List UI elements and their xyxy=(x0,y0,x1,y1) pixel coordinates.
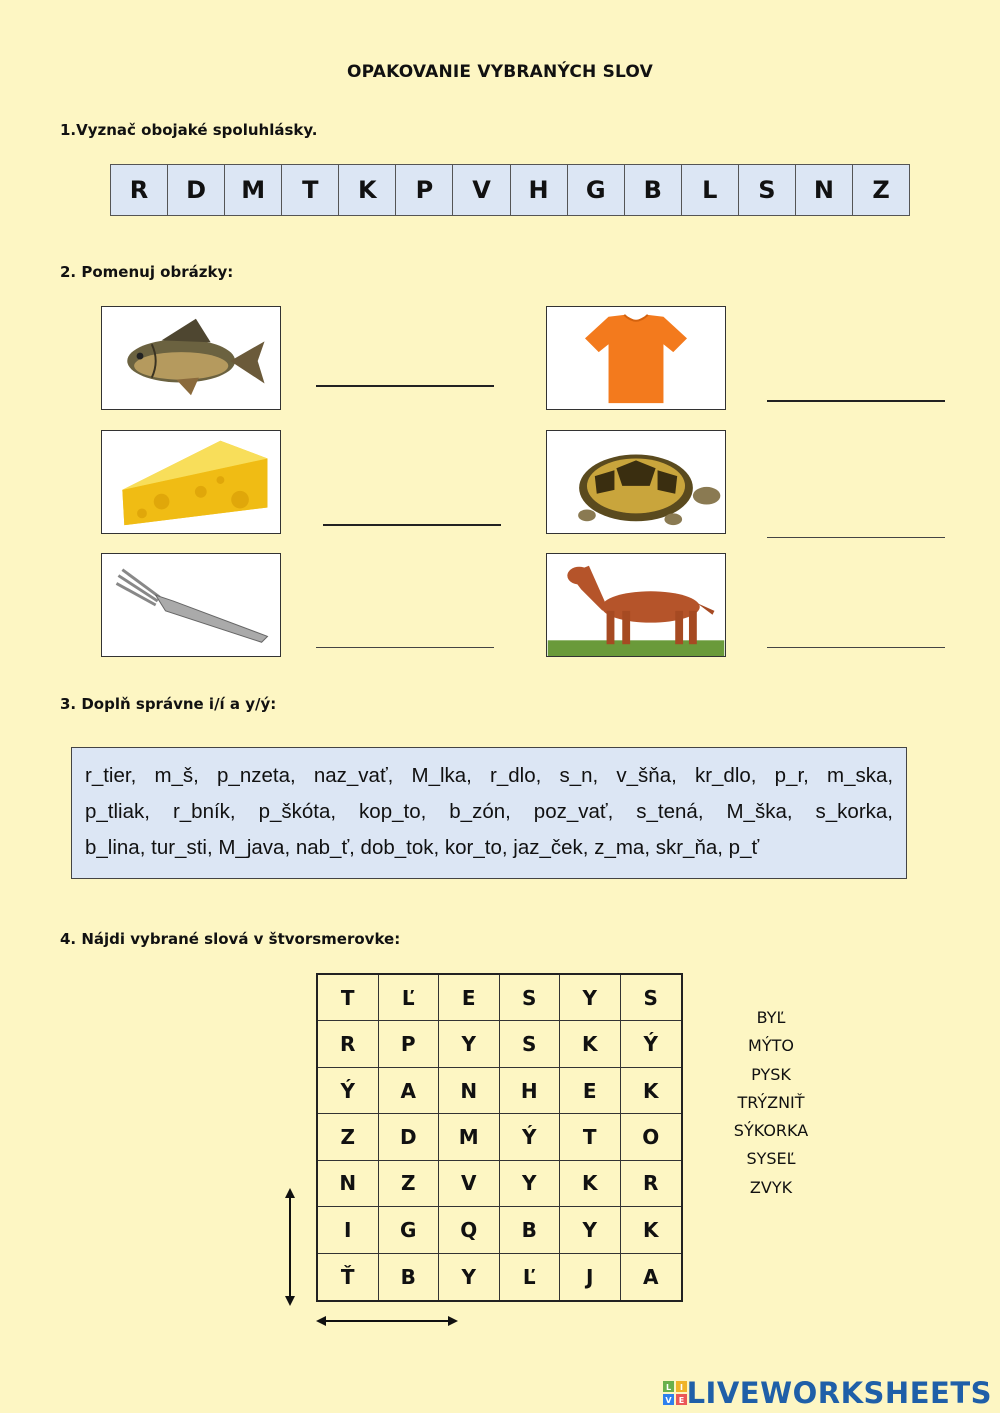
fill-word[interactable]: b_zón, xyxy=(449,800,511,823)
consonant-row xyxy=(110,164,910,216)
brand-name: LIVEWORKSHEETS xyxy=(686,1376,992,1410)
fill-word[interactable]: skr_ňa, xyxy=(655,836,723,859)
grid-cell[interactable]: P xyxy=(379,1021,440,1067)
letter-cell[interactable]: G xyxy=(568,165,625,215)
grid-cell[interactable]: S xyxy=(500,975,561,1021)
word-list-item: PYSK xyxy=(751,1064,791,1084)
word-list-item: BYĽ xyxy=(756,1008,786,1027)
word-list-item: ZVYK xyxy=(749,1177,793,1197)
fill-word[interactable]: kr_dlo, xyxy=(694,764,757,787)
fill-word[interactable]: M_lka, xyxy=(411,764,472,787)
cheese-answer-input[interactable] xyxy=(323,500,501,526)
fill-word[interactable]: dob_tok, xyxy=(360,836,440,859)
grid-cell[interactable]: T xyxy=(318,975,379,1021)
vertical-double-arrow-icon xyxy=(282,1188,298,1306)
grid-cell[interactable]: R xyxy=(318,1021,379,1067)
fill-word[interactable]: m_š, xyxy=(154,764,199,787)
fish-image xyxy=(101,306,281,410)
fill-word[interactable]: naz_vať, xyxy=(313,764,394,787)
grid-cell[interactable]: Y xyxy=(560,975,621,1021)
word-list-item: TRÝZNIŤ xyxy=(737,1092,805,1112)
grid-cell[interactable]: O xyxy=(621,1114,682,1160)
letter-cell[interactable]: H xyxy=(511,165,568,215)
fork-answer-input[interactable] xyxy=(316,623,494,648)
task1-heading: 1.Vyznač obojaké spoluhlásky. xyxy=(60,121,318,139)
fill-word[interactable]: p_ť xyxy=(728,836,760,859)
fill-word[interactable]: poz_vať, xyxy=(533,800,614,823)
cheese-image xyxy=(101,430,281,534)
liveworksheets-logo-icon xyxy=(663,1381,687,1405)
turtle-answer-input[interactable] xyxy=(767,513,945,538)
grid-cell[interactable]: Ľ xyxy=(379,975,440,1021)
word-list-item: SYSEĽ xyxy=(746,1149,796,1169)
word-search-grid xyxy=(316,973,683,1302)
grid-cell[interactable]: K xyxy=(560,1161,621,1207)
letter-cell[interactable]: M xyxy=(225,165,282,215)
grid-cell[interactable]: N xyxy=(318,1161,379,1207)
fill-line xyxy=(85,794,893,830)
dog-image xyxy=(546,553,726,657)
fill-word[interactable]: r_bník, xyxy=(172,800,236,823)
grid-cell[interactable]: S xyxy=(500,1021,561,1067)
grid-cell[interactable]: A xyxy=(379,1068,440,1114)
logo-letter: V xyxy=(664,1396,672,1405)
fill-line xyxy=(85,758,893,794)
dog-answer-input[interactable] xyxy=(767,623,945,648)
grid-cell[interactable]: K xyxy=(621,1207,682,1253)
fill-word[interactable]: z_ma, xyxy=(594,836,651,859)
fill-word[interactable]: v_šňa, xyxy=(616,764,677,787)
fill-word[interactable]: p_r, xyxy=(774,764,809,787)
fill-in-box xyxy=(71,747,907,879)
letter-cell[interactable]: Z xyxy=(872,176,890,204)
fill-word[interactable]: kop_to, xyxy=(359,800,427,823)
grid-cell[interactable]: Z xyxy=(379,1161,440,1207)
word-list-item: MÝTO xyxy=(748,1036,794,1056)
grid-cell[interactable]: Y xyxy=(500,1161,561,1207)
fill-word[interactable]: s_tená, xyxy=(636,800,704,823)
logo-letter: E xyxy=(678,1396,684,1405)
task3-heading: 3. Doplň správne i/í a y/ý: xyxy=(60,695,277,713)
grid-cell[interactable]: M xyxy=(439,1114,500,1160)
fill-word[interactable]: p_škóta, xyxy=(258,800,337,823)
grid-cell[interactable]: Q xyxy=(439,1207,500,1253)
letter-cell[interactable]: S xyxy=(739,165,796,215)
grid-cell[interactable]: E xyxy=(560,1068,621,1114)
word-list xyxy=(712,1004,830,1202)
grid-cell[interactable]: V xyxy=(439,1161,500,1207)
grid-cell[interactable]: Ť xyxy=(318,1254,379,1300)
grid-cell[interactable]: B xyxy=(500,1207,561,1253)
letter-cell[interactable]: T xyxy=(282,165,339,215)
fill-word[interactable]: s_n, xyxy=(559,764,599,787)
grid-cell[interactable]: Y xyxy=(439,1021,500,1067)
page-title: OPAKOVANIE VYBRANÝCH SLOV xyxy=(346,62,653,82)
fill-word[interactable]: jaz_ček, xyxy=(513,836,589,859)
fill-word[interactable]: nab_ť, xyxy=(295,836,355,859)
fill-word[interactable]: s_korka, xyxy=(815,800,894,823)
tshirt-answer-input[interactable] xyxy=(767,376,945,402)
fill-word[interactable]: M_ška, xyxy=(726,800,793,823)
letter-cell[interactable]: B xyxy=(625,165,682,215)
grid-cell[interactable]: Z xyxy=(318,1114,379,1160)
horizontal-double-arrow-icon xyxy=(316,1313,458,1329)
fill-line xyxy=(85,830,893,866)
grid-cell[interactable]: J xyxy=(560,1254,621,1300)
fill-word[interactable]: b_lina, xyxy=(85,836,146,859)
liveworksheets-logo xyxy=(663,1376,992,1410)
grid-cell[interactable]: Ý xyxy=(318,1068,379,1114)
grid-cell[interactable]: R xyxy=(621,1161,682,1207)
grid-cell[interactable]: K xyxy=(560,1021,621,1067)
turtle-image xyxy=(546,430,726,534)
letter-cell[interactable]: R xyxy=(111,165,168,215)
letter-cell[interactable]: D xyxy=(168,165,225,215)
grid-cell[interactable]: N xyxy=(439,1068,500,1114)
letter-cell[interactable]: L xyxy=(682,165,739,215)
word-list-item: SÝKORKA xyxy=(733,1121,809,1141)
grid-cell[interactable]: Y xyxy=(439,1254,500,1300)
grid-cell[interactable]: Ý xyxy=(500,1114,561,1160)
fill-word[interactable]: r_tier, xyxy=(85,764,137,787)
fill-word[interactable]: p_nzeta, xyxy=(217,764,296,787)
grid-cell[interactable]: H xyxy=(500,1068,561,1114)
fill-word[interactable]: kor_to, xyxy=(444,836,508,859)
grid-cell[interactable]: G xyxy=(379,1207,440,1253)
grid-cell[interactable]: D xyxy=(379,1114,440,1160)
fill-word[interactable]: tur_sti, xyxy=(151,836,213,859)
logo-letter: L xyxy=(665,1383,671,1392)
grid-cell[interactable]: Ľ xyxy=(500,1254,561,1300)
tshirt-image xyxy=(546,306,726,410)
grid-cell[interactable]: A xyxy=(643,1264,659,1289)
fill-word[interactable]: M_java, xyxy=(218,836,291,859)
grid-cell[interactable]: Y xyxy=(560,1207,621,1253)
grid-cell[interactable]: I xyxy=(318,1207,379,1253)
logo-letter: I xyxy=(679,1383,683,1392)
letter-cell[interactable]: V xyxy=(453,165,510,215)
task2-heading: 2. Pomenuj obrázky: xyxy=(60,263,234,281)
fish-answer-input[interactable] xyxy=(316,361,494,387)
fork-image xyxy=(101,553,281,657)
fill-word[interactable]: m_ska, xyxy=(827,764,894,787)
grid-cell[interactable]: Ý xyxy=(621,1021,682,1067)
grid-cell[interactable]: S xyxy=(621,975,682,1021)
fill-word[interactable]: r_dlo, xyxy=(490,764,542,787)
grid-cell[interactable]: K xyxy=(621,1068,682,1114)
fill-word[interactable]: p_tliak, xyxy=(85,800,150,823)
letter-cell[interactable]: N xyxy=(796,165,853,215)
letter-cell[interactable]: K xyxy=(339,165,396,215)
letter-cell[interactable]: P xyxy=(396,165,453,215)
grid-cell[interactable]: E xyxy=(439,975,500,1021)
grid-cell[interactable]: B xyxy=(379,1254,440,1300)
task4-heading: 4. Nájdi vybrané slová v štvorsmerovke: xyxy=(60,930,401,948)
grid-cell[interactable]: T xyxy=(560,1114,621,1160)
